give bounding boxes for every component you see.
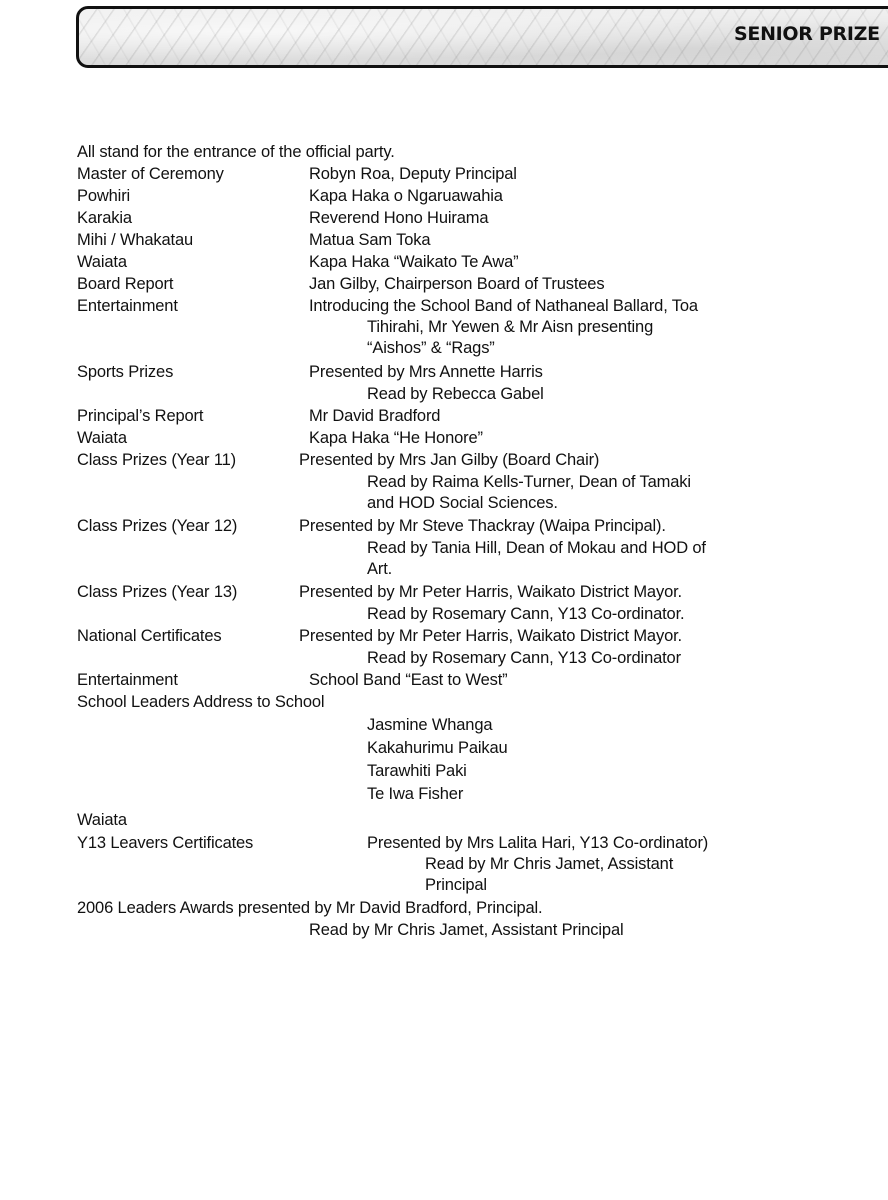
item-detail: Read by Mr Chris Jamet, Assistant Principal	[309, 921, 624, 939]
item-detail: and HOD Social Sciences.	[367, 494, 558, 512]
item-label: Class Prizes (Year 11)	[77, 451, 237, 469]
item-detail: Mr David Bradford	[309, 407, 441, 425]
item-label: School Leaders Address to School	[77, 693, 325, 711]
item-detail: Presented by Mrs Jan Gilby (Board Chair)	[299, 451, 600, 469]
item-detail: Presented by Mrs Lalita Hari, Y13 Co-ordinator)	[367, 834, 709, 852]
header-banner	[76, 6, 888, 68]
item-detail: Read by Mr Chris Jamet, Assistant	[425, 855, 674, 873]
item-label: Board Report	[77, 275, 174, 293]
item-label: Powhiri	[77, 187, 131, 205]
item-label: Mihi / Whakatau	[77, 231, 194, 249]
item-detail: Art.	[367, 560, 393, 578]
item-detail: Presented by Mrs Annette Harris	[309, 363, 543, 381]
item-label: Waiata	[77, 811, 127, 829]
item-label: Karakia	[77, 209, 132, 227]
item-detail: Jasmine Whanga	[367, 716, 493, 734]
page-title: SENIOR PRIZE	[734, 23, 880, 45]
item-detail: Tihirahi, Mr Yewen & Mr Aisn presenting	[367, 318, 654, 336]
item-detail: “Aishos” & “Rags”	[367, 339, 495, 357]
item-label: 2006 Leaders Awards presented by Mr David Bradford, Principal.	[77, 899, 543, 917]
item-detail: Tarawhiti Paki	[367, 762, 467, 780]
item-detail: Jan Gilby, Chairperson Board of Trustees	[309, 275, 605, 293]
item-detail: Read by Rosemary Cann, Y13 Co-ordinator	[367, 649, 681, 667]
item-label: Entertainment	[77, 297, 178, 315]
item-label: Class Prizes (Year 13)	[77, 583, 238, 601]
item-detail: Kakahurimu Paikau	[367, 739, 508, 757]
item-label: Waiata	[77, 253, 127, 271]
item-detail: Matua Sam Toka	[309, 231, 431, 249]
item-detail: Kapa Haka o Ngaruawahia	[309, 187, 503, 205]
item-label: Entertainment	[77, 671, 178, 689]
item-label: Principal’s Report	[77, 407, 204, 425]
item-detail: Robyn Roa, Deputy Principal	[309, 165, 517, 183]
item-detail: Principal	[425, 876, 487, 894]
item-detail: Presented by Mr Peter Harris, Waikato District Mayor.	[299, 583, 682, 601]
item-label: Class Prizes (Year 12)	[77, 517, 238, 535]
item-label: Master of Ceremony	[77, 165, 224, 183]
item-label: National Certificates	[77, 627, 222, 645]
item-detail: Kapa Haka “Waikato Te Awa”	[309, 253, 519, 271]
item-detail: Read by Raima Kells-Turner, Dean of Tamaki	[367, 473, 691, 491]
item-detail: School Band “East to West”	[309, 671, 508, 689]
item-label: Waiata	[77, 429, 127, 447]
item-detail: Kapa Haka “He Honore”	[309, 429, 483, 447]
item-detail: Read by Tania Hill, Dean of Mokau and HOD of	[367, 539, 706, 557]
item-detail: Reverend Hono Huirama	[309, 209, 489, 227]
item-detail: Read by Rebecca Gabel	[367, 385, 544, 403]
item-detail: Read by Rosemary Cann, Y13 Co-ordinator.	[367, 605, 685, 623]
item-label: Sports Prizes	[77, 363, 174, 381]
item-detail: Te Iwa Fisher	[367, 785, 464, 803]
item-detail: Presented by Mr Steve Thackray (Waipa Principal).	[299, 517, 666, 535]
item-detail: Introducing the School Band of Nathaneal Ballard, Toa	[309, 297, 698, 315]
item-detail: Presented by Mr Peter Harris, Waikato District Mayor.	[299, 627, 682, 645]
programme-intro: All stand for the entrance of the official party.	[77, 143, 395, 161]
item-label: Y13 Leavers Certificates	[77, 834, 254, 852]
